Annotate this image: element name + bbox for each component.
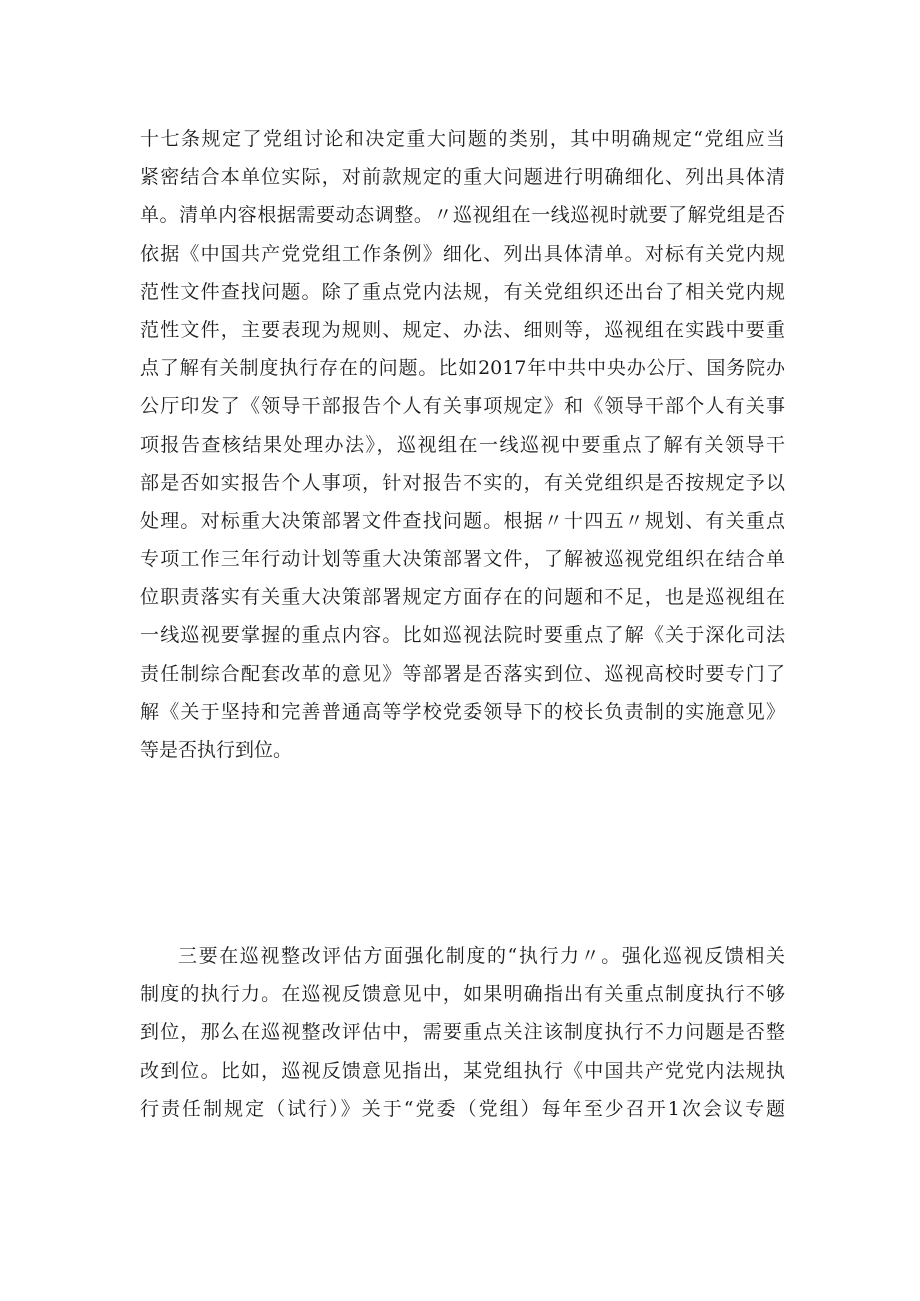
text-line: 改到位。比如，巡视反馈意见指出，某党组执行《中国共产党党内法规执 [140, 1059, 785, 1082]
text-line: 十七条规定了党组讨论和决定重大问题的类别，其中明确规定“党组应当 [140, 128, 785, 150]
paragraph-2 [140, 937, 785, 1128]
text-line: 专项工作三年行动计划等重大决策部署文件，了解被巡视党组织在结合单 [140, 548, 785, 571]
text-line: 公厅印发了《领导干部报告个人有关事项规定》和《领导干部个人有关事 [140, 395, 785, 418]
text-line: 行责任制规定（试行）》关于“党委（党组）每年至少召开1次会议专题 [140, 1097, 785, 1120]
text-line: 项报告查核结果处理办法》，巡视组在一线巡视中要重点了解有关领导干 [140, 433, 785, 456]
paragraph-1 [140, 120, 785, 769]
text-line: 制度的执行力。在巡视反馈意见中，如果明确指出有关重点制度执行不够 [140, 983, 785, 1006]
text-line: 到位，那么在巡视整改评估中，需要重点关注该制度执行不力问题是否整 [140, 1021, 785, 1044]
text-line: 责任制综合配套改革的意见》等部署是否落实到位、巡视高校时要专门了 [140, 662, 785, 685]
text-line: 紧密结合本单位实际，对前款规定的重大问题进行明确细化、列出具体清 [140, 166, 785, 189]
text-line: 点了解有关制度执行存在的问题。比如2017年中共中央办公厅、国务院办 [140, 357, 785, 380]
text-line: 依据《中国共产党党组工作条例》细化、列出具体清单。对标有关党内规 [140, 242, 785, 265]
text-line: 三要在巡视整改评估方面强化制度的“执行力〃。强化巡视反馈相关 [178, 945, 785, 967]
text-line: 等是否执行到位。 [140, 739, 293, 761]
text-line: 一线巡视要掌握的重点内容。比如巡视法院时要重点了解《关于深化司法 [140, 624, 785, 647]
text-line: 范性文件查找问题。除了重点党内法规，有关党组织还出台了相关党内规 [140, 280, 785, 303]
text-line: 处理。对标重大决策部署文件查找问题。根据〃十四五〃规划、有关重点 [140, 509, 785, 532]
text-line: 单。清单内容根据需要动态调整。〃巡视组在一线巡视时就要了解党组是否 [140, 204, 785, 227]
text-line: 部是否如实报告个人事项，针对报告不实的，有关党组织是否按规定予以 [140, 471, 785, 494]
text-line: 范性文件，主要表现为规则、规定、办法、细则等，巡视组在实践中要重 [140, 318, 785, 341]
text-line: 解《关于坚持和完善普通高等学校党委领导下的校长负责制的实施意见》 [140, 700, 785, 723]
text-line: 位职责落实有关重大决策部署规定方面存在的问题和不足，也是巡视组在 [140, 586, 785, 609]
